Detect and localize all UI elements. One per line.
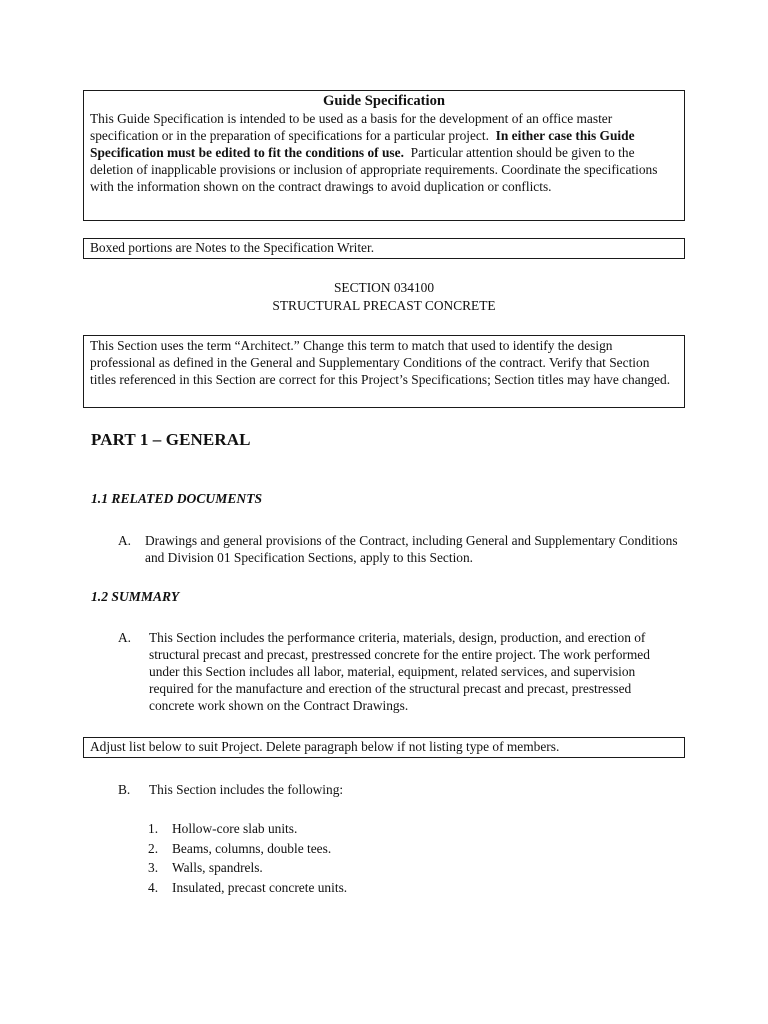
paragraph-marker: A. xyxy=(118,533,132,548)
part-heading: PART 1 – GENERAL xyxy=(91,430,251,449)
list-item-text: Walls, spandrels. xyxy=(172,860,263,875)
list-item-number: 1. xyxy=(148,821,159,836)
paragraph-marker: A. xyxy=(118,630,132,645)
list-item-number: 2. xyxy=(148,841,159,856)
list-item-text: Hollow-core slab units. xyxy=(172,821,298,836)
summary-a-text: This Section includes the performance criteria, materials, design, production, and erection of structural precast and precast, prestressed concrete for the entire project. The work performed under this Section includes all labor, material, equipment, related services, and supervision required for the manufacture and erection of the structural precast and precast, prestressed concrete work shown on the Contract Drawings. xyxy=(149,630,650,713)
summary-b-text: This Section includes the following: xyxy=(149,782,344,797)
list-item-number: 4. xyxy=(148,880,159,895)
summary-paragraph-b xyxy=(118,781,693,799)
list-item-text: Beams, columns, double tees. xyxy=(172,841,332,856)
guide-specification-title: Guide Specification xyxy=(322,93,446,109)
related-documents-heading: 1.1 RELATED DOCUMENTS xyxy=(91,491,263,506)
guide-specification-box xyxy=(83,90,685,221)
architect-note-text: This Section uses the term “Architect.” Change this term to match that used to identify the design professional as defined in the General and Supplementary Conditions of the contract. Verify that Section titles referenced in this Section are correct for this Project’s Specifications; Section titles may have changed. xyxy=(90,338,671,387)
guide-specification-body xyxy=(90,110,678,195)
boxed-portions-note xyxy=(83,238,685,259)
related-documents-text: Drawings and general provisions of the Contract, including General and Supplementary Conditions and Division 01 Specification Sections, apply to this Section. xyxy=(145,533,678,565)
guide-text-bold: In either case this Guide Specification must be edited to fit the conditions of use. xyxy=(90,128,635,160)
list-item xyxy=(148,820,297,837)
list-item-number: 3. xyxy=(148,860,159,875)
paragraph-marker: B. xyxy=(118,782,131,797)
architect-note-box xyxy=(83,335,685,408)
guide-text-2: Particular attention should be given to the deletion of inapplicable provisions or inclusion of appropriate requirements. Coordinate the specifications with the information shown on the contract drawings to avoid duplication or conflicts. xyxy=(90,145,658,194)
summary-paragraph-a xyxy=(118,629,693,717)
list-item xyxy=(148,879,347,896)
summary-heading: 1.2 SUMMARY xyxy=(91,589,180,604)
list-item xyxy=(148,840,331,857)
list-item xyxy=(148,859,263,876)
adjust-list-text: Adjust list below to suit Project. Delete paragraph below if not listing type of members. xyxy=(90,739,560,754)
adjust-list-note xyxy=(83,737,685,758)
section-number: SECTION 034100 xyxy=(333,280,435,295)
section-title: STRUCTURAL PRECAST CONCRETE xyxy=(272,298,496,313)
related-documents-paragraph xyxy=(118,532,693,568)
boxed-portions-text: Boxed portions are Notes to the Specification Writer. xyxy=(90,240,375,255)
guide-text-1: This Guide Specification is intended to be used as a basis for the development of an office master specification or in the preparation of specifications for a particular project. xyxy=(90,111,613,143)
list-item-text: Insulated, precast concrete units. xyxy=(172,880,348,895)
